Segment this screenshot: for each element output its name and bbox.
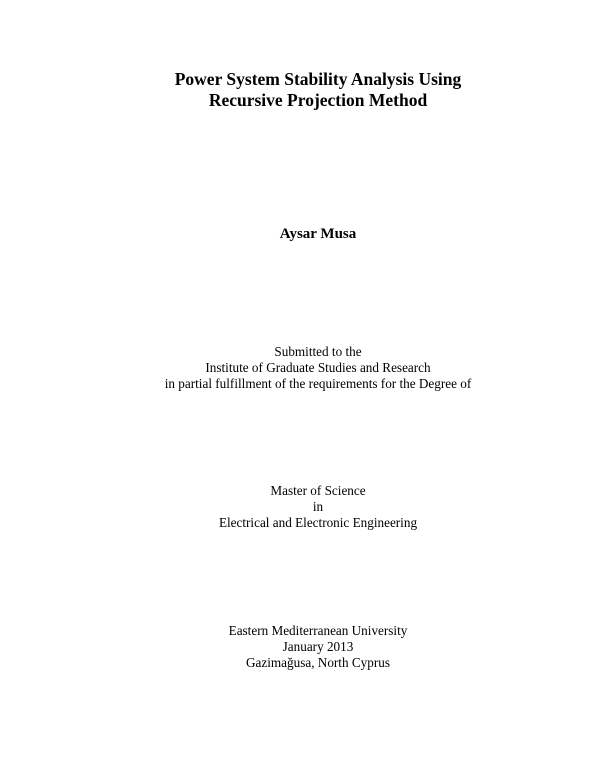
thesis-title-line-2: Recursive Projection Method (208, 90, 428, 110)
degree-connector: in (312, 499, 324, 514)
submission-line-3: in partial fulfillment of the requirements for the Degree of (164, 376, 472, 391)
submission-date: January 2013 (282, 639, 354, 654)
thesis-title (0, 69, 600, 111)
degree-field: Electrical and Electronic Engineering (218, 515, 418, 530)
thesis-title-line-1: Power System Stability Analysis Using (174, 69, 462, 89)
submission-statement (0, 344, 600, 392)
location: Gazimağusa, North Cyprus (246, 655, 390, 670)
degree-info (0, 483, 600, 531)
university-name: Eastern Mediterranean University (228, 623, 408, 638)
submission-line-2: Institute of Graduate Studies and Research (205, 360, 431, 375)
author-name-text: Aysar Musa (279, 226, 357, 242)
submission-line-1: Submitted to the (274, 344, 362, 359)
author-name (0, 224, 600, 244)
institution-info (0, 623, 600, 671)
degree-name: Master of Science (270, 483, 366, 498)
